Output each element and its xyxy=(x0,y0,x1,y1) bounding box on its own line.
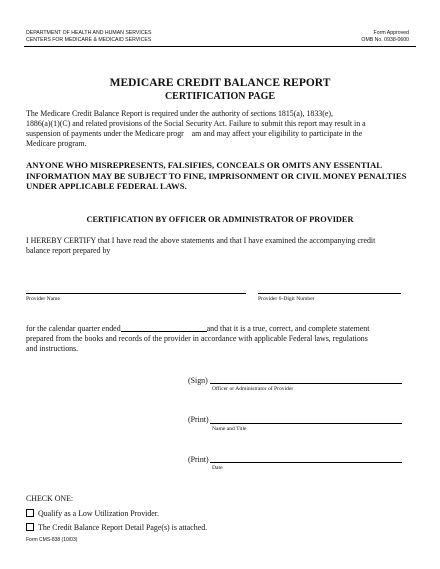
header-divider xyxy=(24,46,416,47)
agency-header xyxy=(26,30,151,44)
provider-name-label: Provider Name xyxy=(26,296,61,302)
sign-label: (Sign) xyxy=(188,376,208,385)
page-subtitle: CERTIFICATION PAGE xyxy=(164,91,276,102)
form-number: Form CMS-838 (10/03) xyxy=(26,537,78,543)
low-utilization-checkbox[interactable] xyxy=(26,509,34,517)
agency-name: CENTERS FOR MEDICARE & MEDICAID SERVICES xyxy=(26,37,152,43)
signature-caption: Officer or Administrator of Provider xyxy=(212,386,294,392)
warning-line: ANYONE WHO MISREPRESENTS, FALSIFIES, CONCEALS OR OMITS ANY ESSENTIAL xyxy=(26,160,383,170)
provider-name-field[interactable] xyxy=(26,293,246,294)
penalty-warning xyxy=(26,160,421,192)
signature-field[interactable] xyxy=(210,383,402,384)
omb-number: OMB No. 0938-0600 xyxy=(361,37,409,43)
intro-line: Medicare program. xyxy=(26,139,87,148)
date-caption: Date xyxy=(212,465,223,471)
date-field[interactable] xyxy=(210,462,402,463)
detail-pages-option[interactable] xyxy=(26,523,207,532)
certification-heading: CERTIFICATION BY OFFICER OR ADMINISTRATOR OF PROVIDER xyxy=(86,215,354,224)
low-utilization-option[interactable] xyxy=(26,509,159,518)
warning-line: UNDER APPLICABLE FEDERAL LAWS. xyxy=(26,181,187,192)
quarter-statement xyxy=(26,323,369,333)
page-title: MEDICARE CREDIT BALANCE REPORT xyxy=(109,77,331,89)
certify-statement xyxy=(26,236,406,256)
quarter-suffix: and that it is a true, correct, and complete statement xyxy=(206,324,370,333)
detail-pages-label: The Credit Balance Report Detail Page(s) is attached. xyxy=(38,523,208,532)
provider-number-field[interactable] xyxy=(258,293,401,294)
check-one-heading: CHECK ONE: xyxy=(26,494,74,503)
intro-paragraph xyxy=(26,109,406,149)
provider-number-label: Provider 6-Digit Number xyxy=(258,296,315,302)
intro-line: 1886(a)(1)(C) and related provisions of the Social Security Act. Failure to submit this report may result in a xyxy=(26,119,366,128)
certify-line: balance report prepared by xyxy=(26,246,111,255)
quarter-line-3: and instructions. xyxy=(26,344,79,353)
name-title-field[interactable] xyxy=(210,423,402,424)
warning-line: INFORMATION MAY BE SUBJECT TO FINE, IMPRISONMENT OR CIVIL MONEY PENALTIES xyxy=(26,170,407,181)
intro-line: The Medicare Credit Balance Report is required under the authority of sections 1815(a), 1833(e), xyxy=(26,109,333,118)
omb-approval xyxy=(361,30,409,44)
quarter-prefix: for the calendar quarter ended xyxy=(26,324,121,333)
print-name-label: (Print) xyxy=(188,415,209,424)
low-utilization-label: Qualify as a Low Utilization Provider. xyxy=(38,509,159,518)
department-name: DEPARTMENT OF HEALTH AND HUMAN SERVICES xyxy=(26,30,152,36)
name-title-caption: Name and Title xyxy=(212,426,247,432)
quarter-line-2: prepared from the books and records of the provider in accordance with applicable Federal laws, regulations xyxy=(26,334,368,343)
print-date-label: (Print) xyxy=(188,455,209,464)
quarter-ended-field[interactable] xyxy=(121,323,207,332)
intro-line: suspension of payments under the Medicare progr am and may affect your eligibility to participate in the xyxy=(26,129,363,138)
certify-line: I HEREBY CERTIFY that I have read the above statements and that I have examined the accompanying credit xyxy=(26,236,376,245)
detail-pages-checkbox[interactable] xyxy=(26,523,34,531)
form-approved-label: Form Approved xyxy=(373,30,409,36)
